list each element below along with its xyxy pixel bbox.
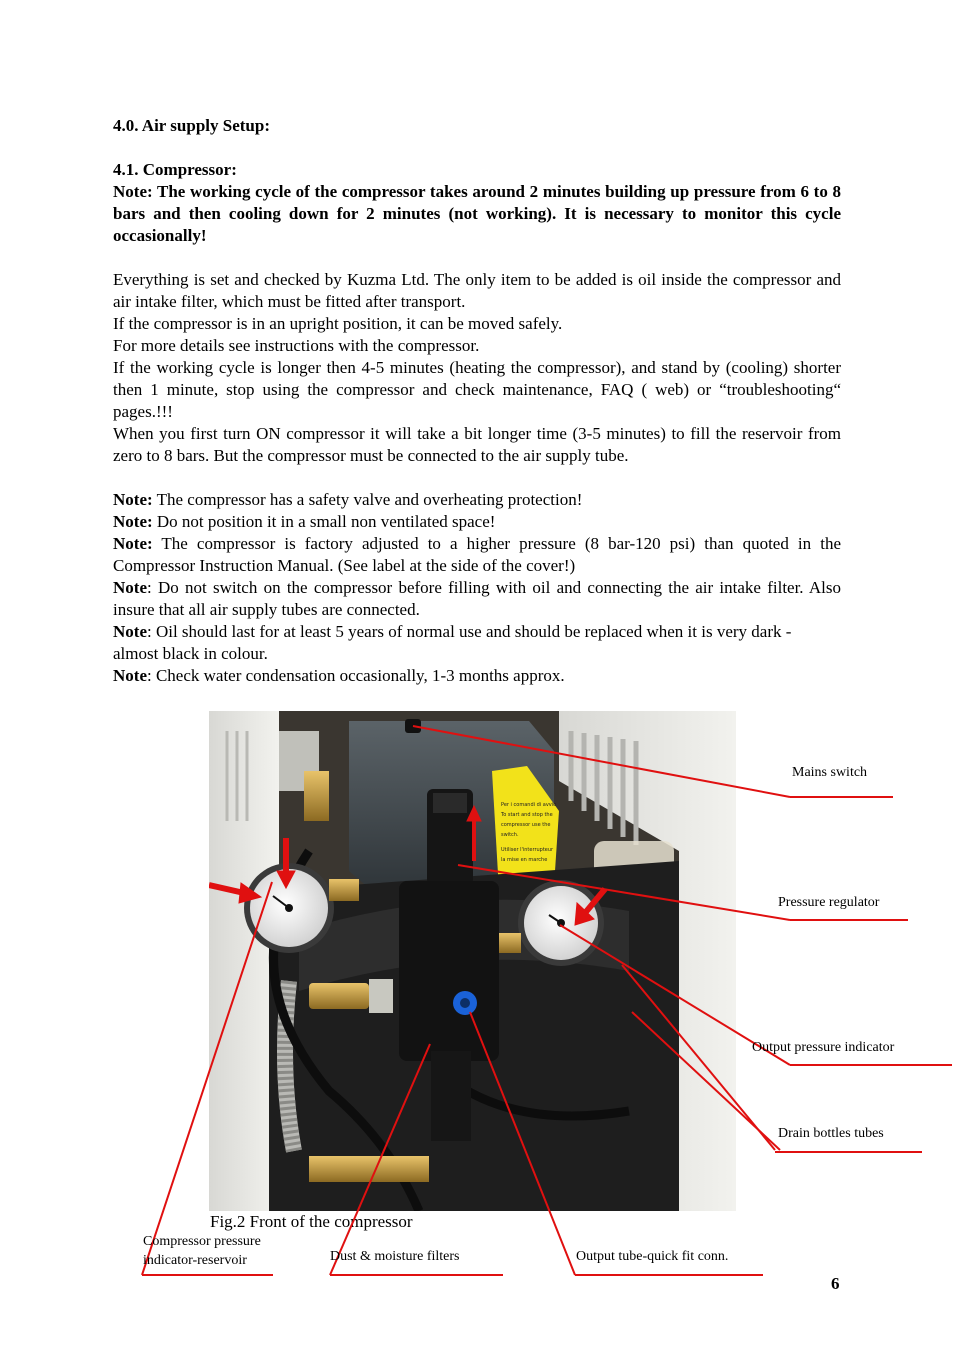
note-text: The compressor is factory adjusted to a higher pressure (8 bar-120 psi) than quoted in the Compressor Instruction Manual. (See label at the side of the cover!): [113, 534, 841, 575]
svg-text:Utiliser l'interrupteur: Utiliser l'interrupteur: [501, 847, 554, 853]
label-pressure-regulator: Pressure regulator: [778, 895, 880, 910]
note-label: Note: [113, 578, 147, 597]
bold-note: Note: The working cycle of the compressor takes around 2 minutes building up pressure from 6 to 8 bars and then cooling down for 2 minutes (not working). It is necessary to monitor this cycle occasionally!: [113, 182, 841, 245]
note-label: Note: [113, 666, 147, 685]
paragraph: If the working cycle is longer then 4-5 minutes (heating the compressor), and stand by (cooling) shorter then 1 minute, stop using the compressor and check maintenance, FAQ ( web) or “troubleshooting“ pages.!!!: [113, 358, 841, 421]
figure-caption: Fig.2 Front of the compressor: [210, 1212, 413, 1231]
note: [113, 621, 803, 665]
note-text: The compressor has a safety valve and overheating protection!: [152, 490, 583, 509]
note: [113, 489, 841, 511]
body-text: [113, 115, 841, 687]
svg-text:la mise en marche: la mise en marche: [501, 857, 548, 863]
compressor-photo: [209, 711, 736, 1211]
label-output-tube: Output tube-quick fit conn.: [576, 1249, 729, 1264]
note: [113, 577, 841, 621]
sticker-text: Per i comandi di avvio: [501, 802, 557, 808]
compressor-illustration: [209, 711, 736, 1211]
label-drain-bottles-tubes: Drain bottles tubes: [778, 1126, 884, 1141]
note-text: : Check water condensation occasionally, 1-3 months approx.: [146, 666, 565, 685]
section-heading: 4.0. Air supply Setup:: [113, 116, 270, 135]
label-mains-switch: Mains switch: [792, 765, 868, 780]
paragraph: When you first turn ON compressor it will take a bit longer time (3-5 minutes) to fill the reservoir from zero to 8 bars. But the compressor must be connected to the air supply tube.: [113, 424, 841, 465]
paragraph: Everything is set and checked by Kuzma Ltd. The only item to be added is oil inside the compressor and air intake filter, which must be fitted after transport.: [113, 270, 841, 311]
note-label: Note: [113, 622, 147, 641]
note-text: : Do not switch on the compressor before filling with oil and connecting the air intake filter. Also insure that all air supply tubes are connected.: [113, 578, 841, 619]
note-text: Do not position it in a small non ventilated space!: [152, 512, 496, 531]
note-label: Note:: [113, 534, 153, 553]
note-label: Note:: [113, 490, 153, 509]
svg-text:To start and stop the: To start and stop the: [501, 812, 553, 818]
note-label: Note:: [113, 512, 153, 531]
page-number: 6: [831, 1274, 840, 1293]
paragraph: If the compressor is in an upright position, it can be moved safely.: [113, 314, 563, 333]
note: [113, 511, 841, 533]
note: [113, 665, 841, 687]
label-dust-moisture-filters: Dust & moisture filters: [330, 1249, 460, 1264]
svg-text:compressor use the: compressor use the: [501, 822, 551, 828]
sub-heading: 4.1. Compressor:: [113, 160, 237, 179]
note-text: : Oil should last for at least 5 years of normal use and should be replaced when it is very dark - almost black in colour.: [113, 622, 792, 663]
label-output-pressure-indicator: Output pressure indicator: [752, 1040, 895, 1055]
note: [113, 533, 841, 577]
label-compressor-pressure: Compressor pressure: [143, 1234, 261, 1249]
svg-text:switch.: switch.: [501, 832, 519, 838]
label-indicator-reservoir: indicator-reservoir: [143, 1253, 247, 1268]
paragraph: For more details see instructions with the compressor.: [113, 336, 480, 355]
